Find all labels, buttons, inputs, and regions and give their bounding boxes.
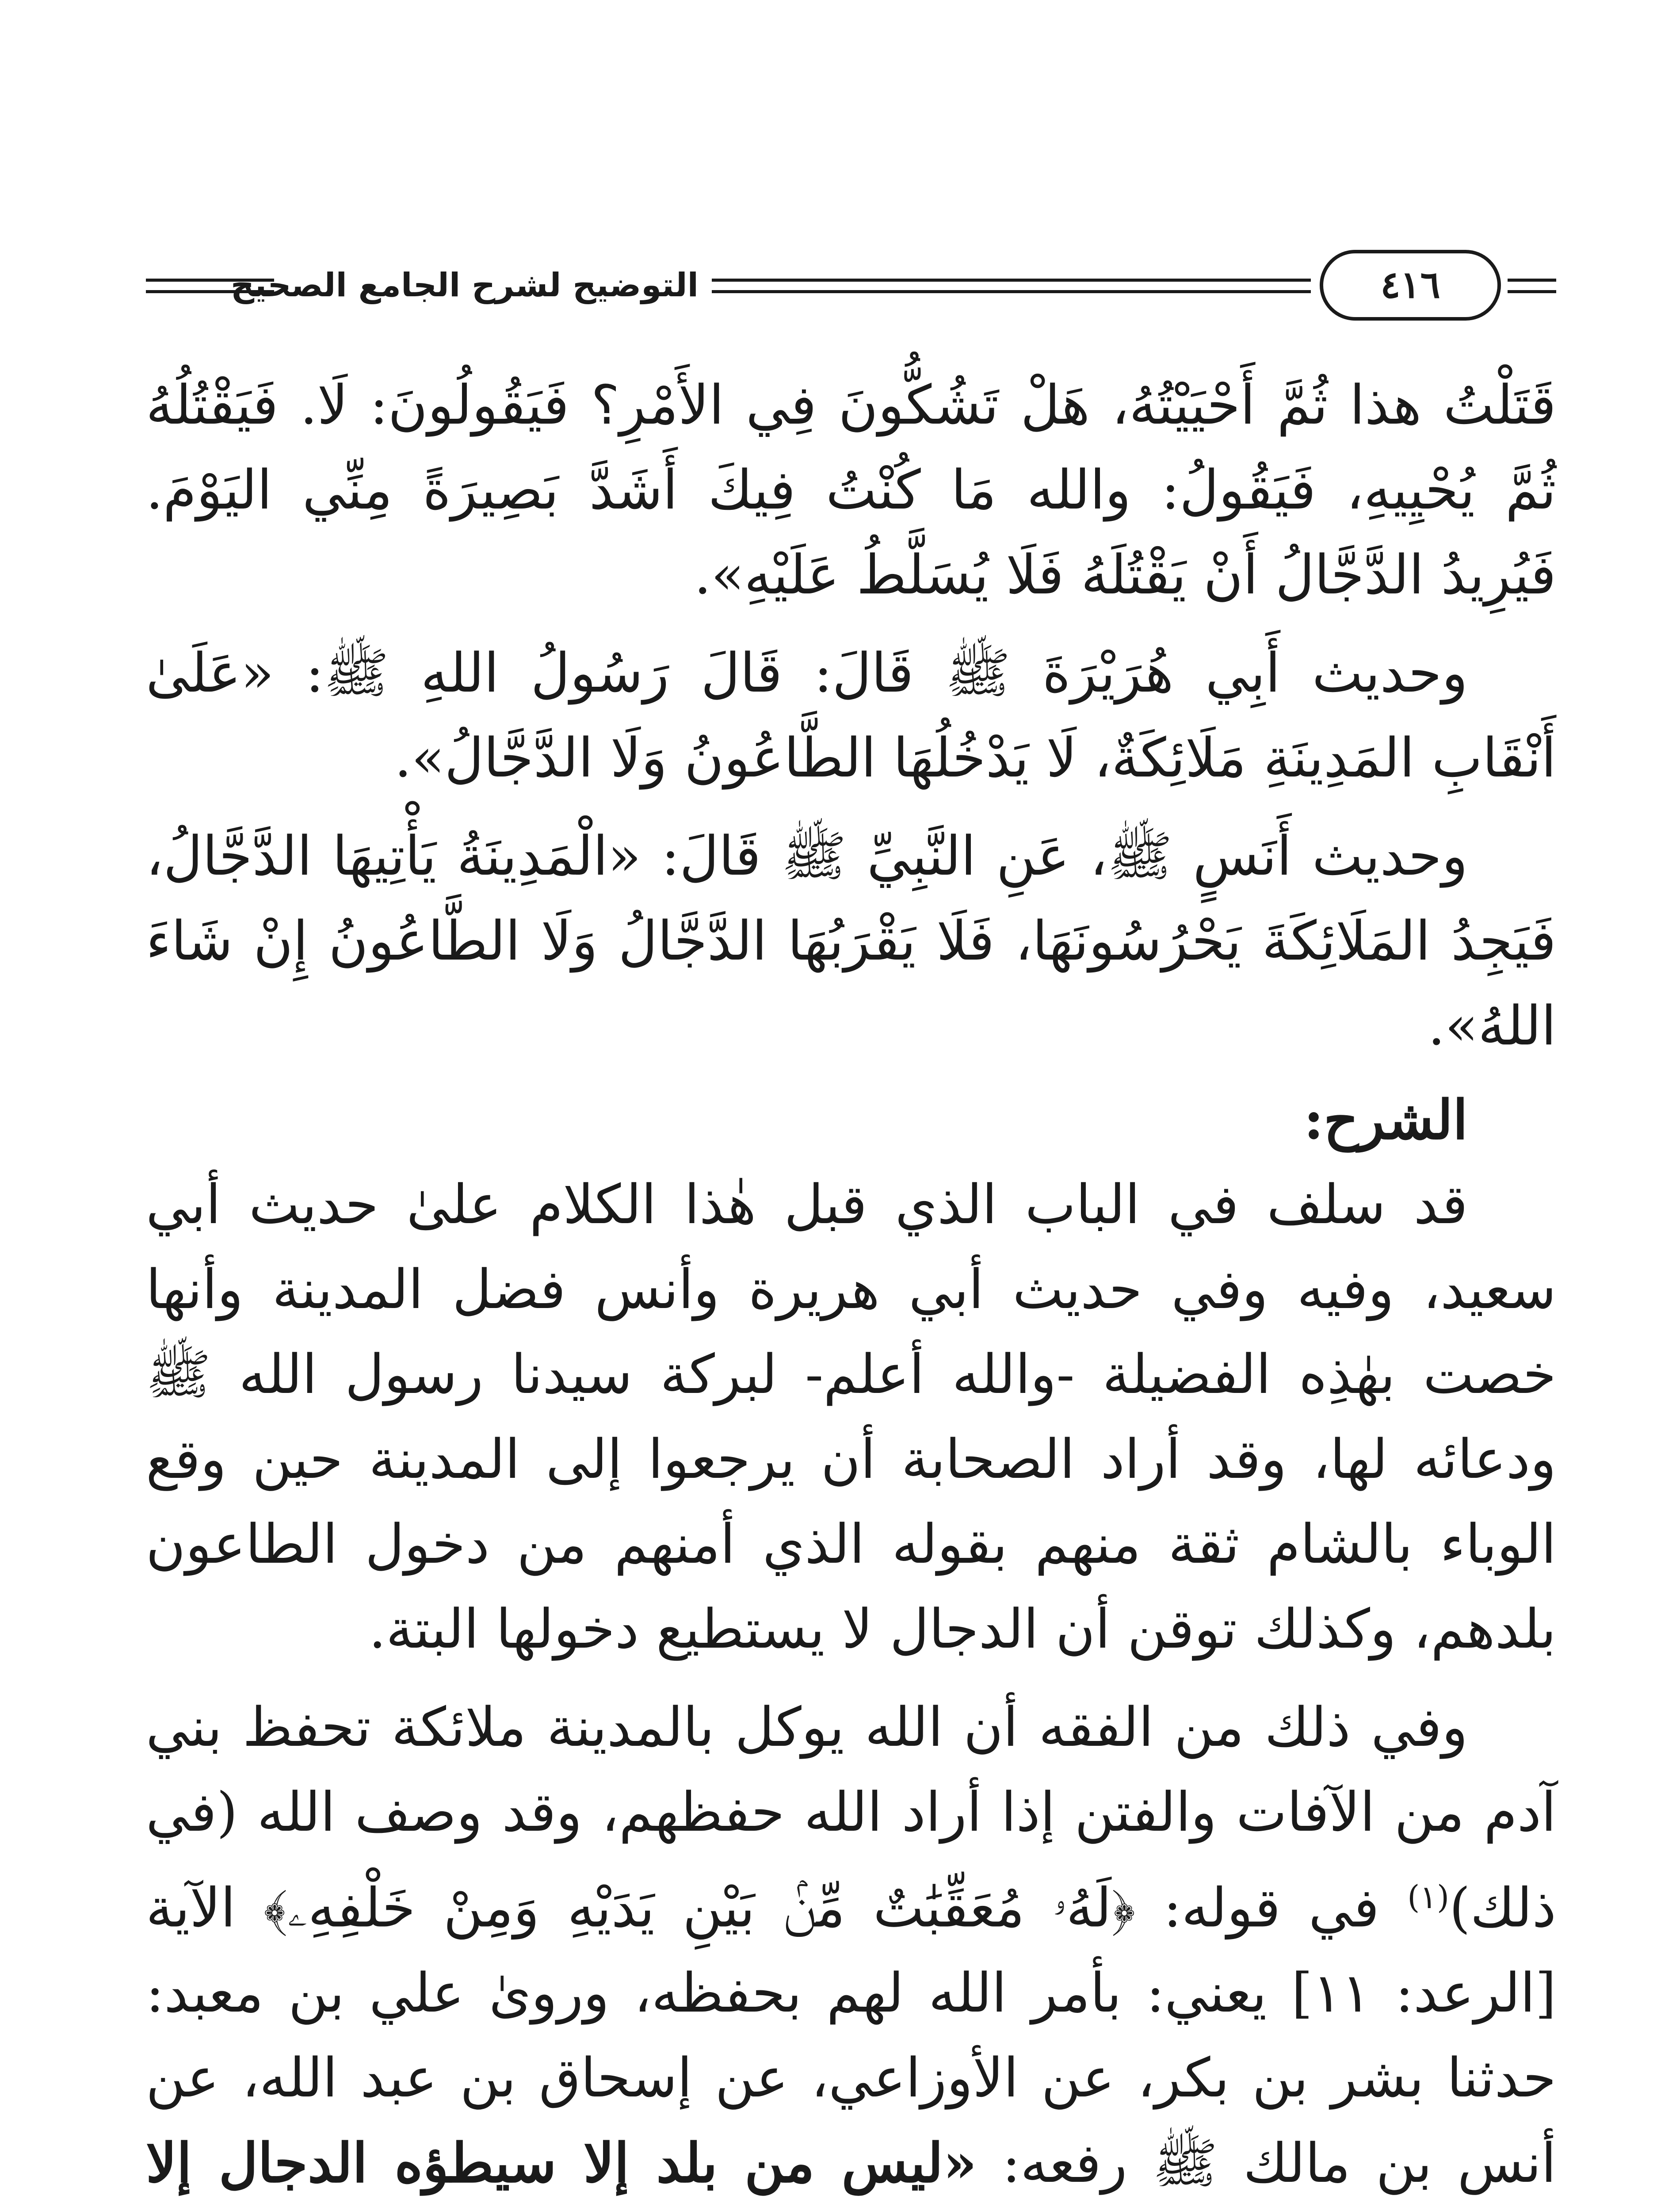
paragraph-text: وفي ذلك من الفقه أن الله يوكل بالمدينة ملائكة تحفظ بني آدم من الآفات والفتن إذا أراد الله حفظهم، وقد وصف الله (في ذلك) [146, 1696, 1556, 1939]
section-heading: الشرح: [1303, 1088, 1468, 1151]
hadith-paragraph: وحديث أَنَسٍ ﷺ، عَنِ النَّبِيِّ ﷺ قَالَ: «الْمَدِينَةُ يَأْتِيهَا الدَّجَّالُ، فَيَجِدُ المَلَائِكَةَ يَحْرُسُونَهَا، فَلَا يَقْرَبُهَا الدَّجَّالُ وَلَا الطَّاعُونُ إِنْ شَاءَ اللهُ». [146, 825, 1556, 1057]
page-number: ٤١٦ [1320, 250, 1501, 321]
footnote-marker: (١) [1407, 1878, 1450, 1916]
commentary-paragraph [146, 1685, 1556, 2211]
body-text [146, 363, 1556, 2211]
hadith-paragraph: وحديث أَبِي هُرَيْرَةَ ﷺ قَالَ: قَالَ رَسُولُ اللهِ ﷺ: «عَلَىٰ أَنْقَابِ المَدِينَةِ مَلَائِكَةٌ، لَا يَدْخُلُهَا الطَّاعُونُ وَلَا الدَّجَّالُ». [146, 642, 1556, 789]
header-rule [1508, 279, 1556, 282]
header-rule [712, 279, 1311, 282]
paragraph: قَتَلْتُ هذا ثُمَّ أَحْيَيْتُهُ، هَلْ تَشُكُّونَ فِي الأَمْرِ؟ فَيَقُولُونَ: لَا. فَيَقْتُلُهُ ثُمَّ يُحْيِيهِ، فَيَقُولُ: والله مَا كُنْتُ فِيكَ أَشَدَّ بَصِيرَةً مِنِّي اليَوْمَ. فَيُرِيدُ الدَّجَّالُ أَنْ يَقْتُلَهُ فَلَا يُسَلَّطُ عَلَيْهِ». [146, 374, 1556, 606]
header-rule [712, 290, 1311, 293]
header-rule [1508, 290, 1556, 293]
running-title: التوضيح لشرح الجامع الصحيح [230, 266, 699, 304]
bold-hadith-text: «ليس من بلد إلا سيطؤه الدجال إلا [146, 2131, 977, 2195]
paragraph-text: في قوله: ﴿لَهُۥ مُعَقِّبَٰتٌ مِّنۢ بَيْنِ يَدَيْهِ وَمِنْ خَلْفِهِۦ﴾ الآية [الرعد: ١١] يعني: بأمر الله لهم بحفظه، وروىٰ علي بن معبد: حدثنا بشر بن بكر، عن الأوزاعي، عن إسحاق بن عبد الله، عن أنس بن مالك ﷺ رفعه: [146, 1876, 1556, 2195]
running-header [146, 248, 1556, 323]
commentary-paragraph: قد سلف في الباب الذي قبل هٰذا الكلام علىٰ حديث أبي سعيد، وفيه وفي حديث أبي هريرة وأنس فضل المدينة وأنها خصت بهٰذِه الفضيلة -والله أعلم- لبركة سيدنا رسول الله ﷺ ودعائه لها، وقد أراد الصحابة أن يرجعوا إلى المدينة حين وقع الوباء بالشام ثقة منهم بقوله الذي أمنهم من دخول الطاعون بلدهم، وكذلك توقن أن الدجال لا يستطيع دخولها البتة. [146, 1173, 1556, 1660]
